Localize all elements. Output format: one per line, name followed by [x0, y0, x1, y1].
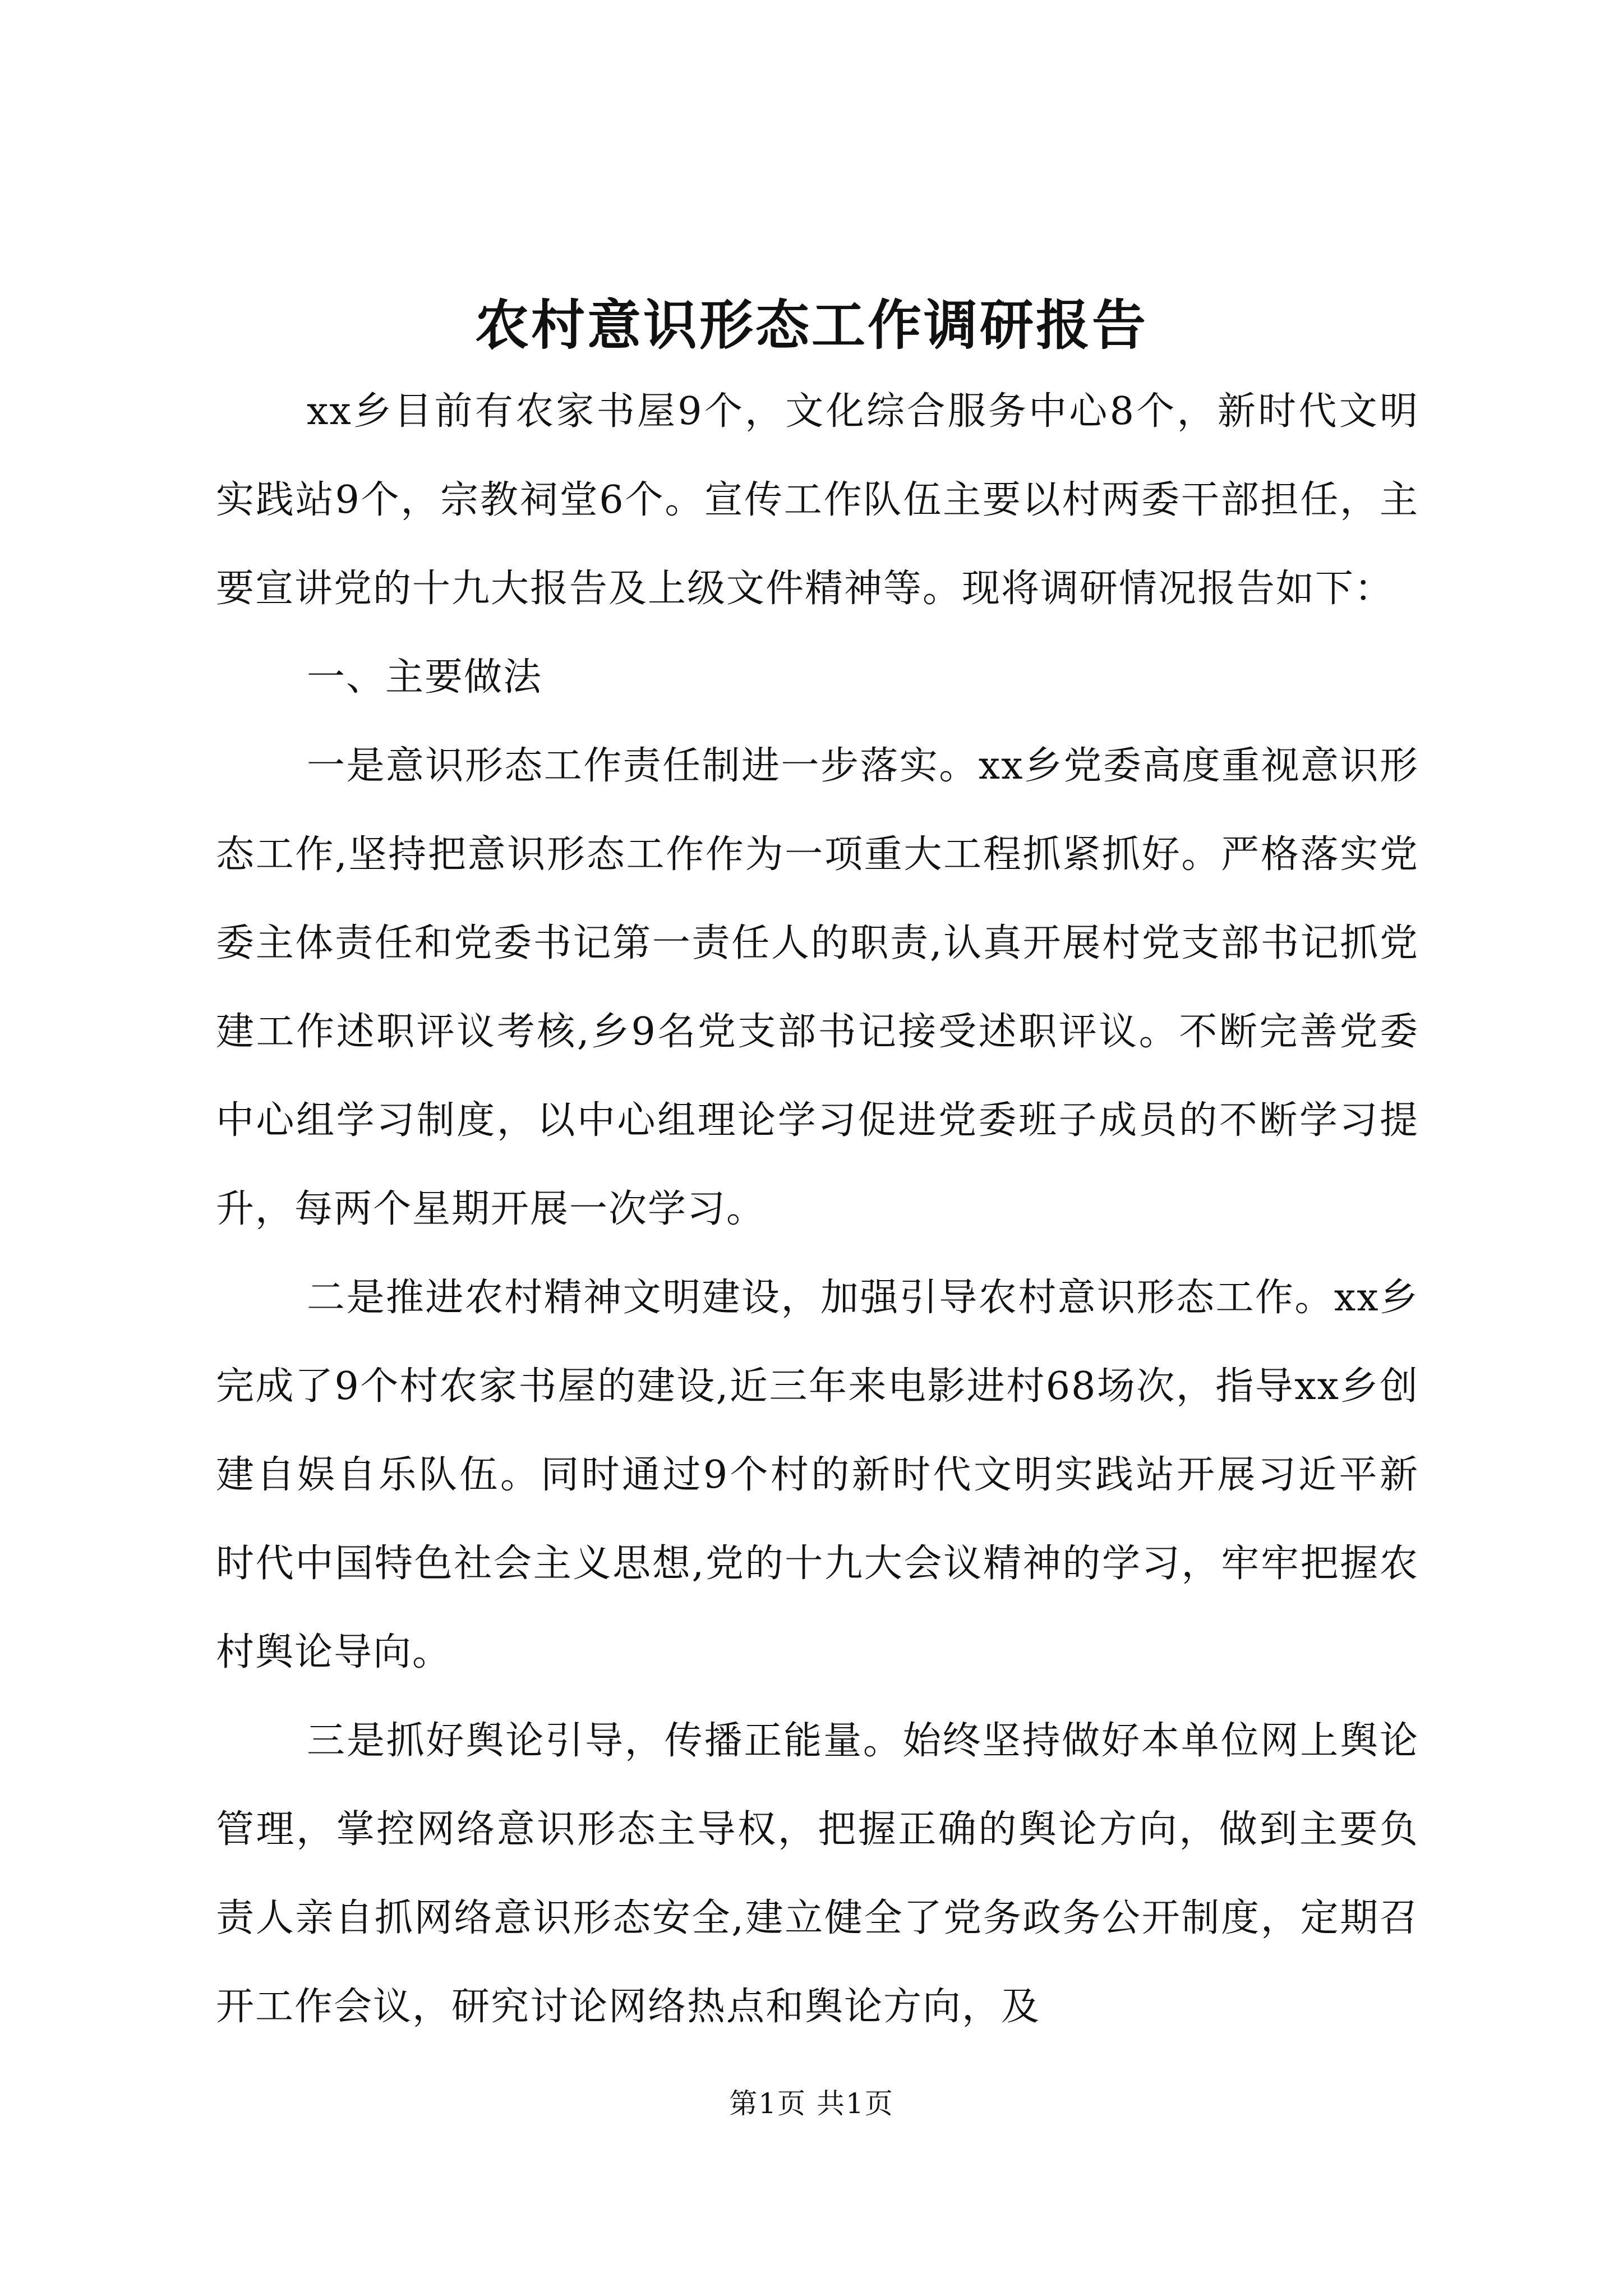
section-heading: 一、主要做法	[307, 655, 543, 700]
intro-paragraph: xx乡目前有农家书屋9个，文化综合服务中心8个，新时代文明实践站9个，宗教祠堂6个。宣传工作队伍主要以村两委干部担任，主要宣讲党的十九大报告及上级文件精神等。现将调研情况报告如下：	[216, 389, 1419, 611]
document-title: 农村意识形态工作调研报告	[475, 293, 1148, 357]
paragraph-2: 二是推进农村精神文明建设，加强引导农村意识形态工作。xx乡完成了9个村农家书屋的建设,近三年来电影进村68场次，指导xx乡创建自娱自乐队伍。同时通过9个村的新时代文明实践站开展习近平新时代中国特色社会主义思想,党的十九大会议精神的学习，牢牢把握农村舆论导向。	[216, 1276, 1419, 1674]
page-footer: 第1页 共1页	[729, 2087, 894, 2120]
paragraph-1: 一是意识形态工作责任制进一步落实。xx乡党委高度重视意识形态工作,坚持把意识形态工作作为一项重大工程抓紧抓好。严格落实党委主体责任和党委书记第一责任人的职责,认真开展村党支部书记抓党建工作述职评议考核,乡9名党支部书记接受述职评议。不断完善党委中心组学习制度，以中心组理论学习促进党委班子成员的不断学习提升，每两个星期开展一次学习。	[216, 744, 1419, 1231]
paragraph-3: 三是抓好舆论引导，传播正能量。始终坚持做好本单位网上舆论管理，掌控网络意识形态主导权，把握正确的舆论方向，做到主要负责人亲自抓网络意识形态安全,建立健全了党务政务公开制度，定期召开工作会议，研究讨论网络热点和舆论方向，及	[216, 1719, 1419, 2029]
document-body	[216, 367, 1419, 2051]
